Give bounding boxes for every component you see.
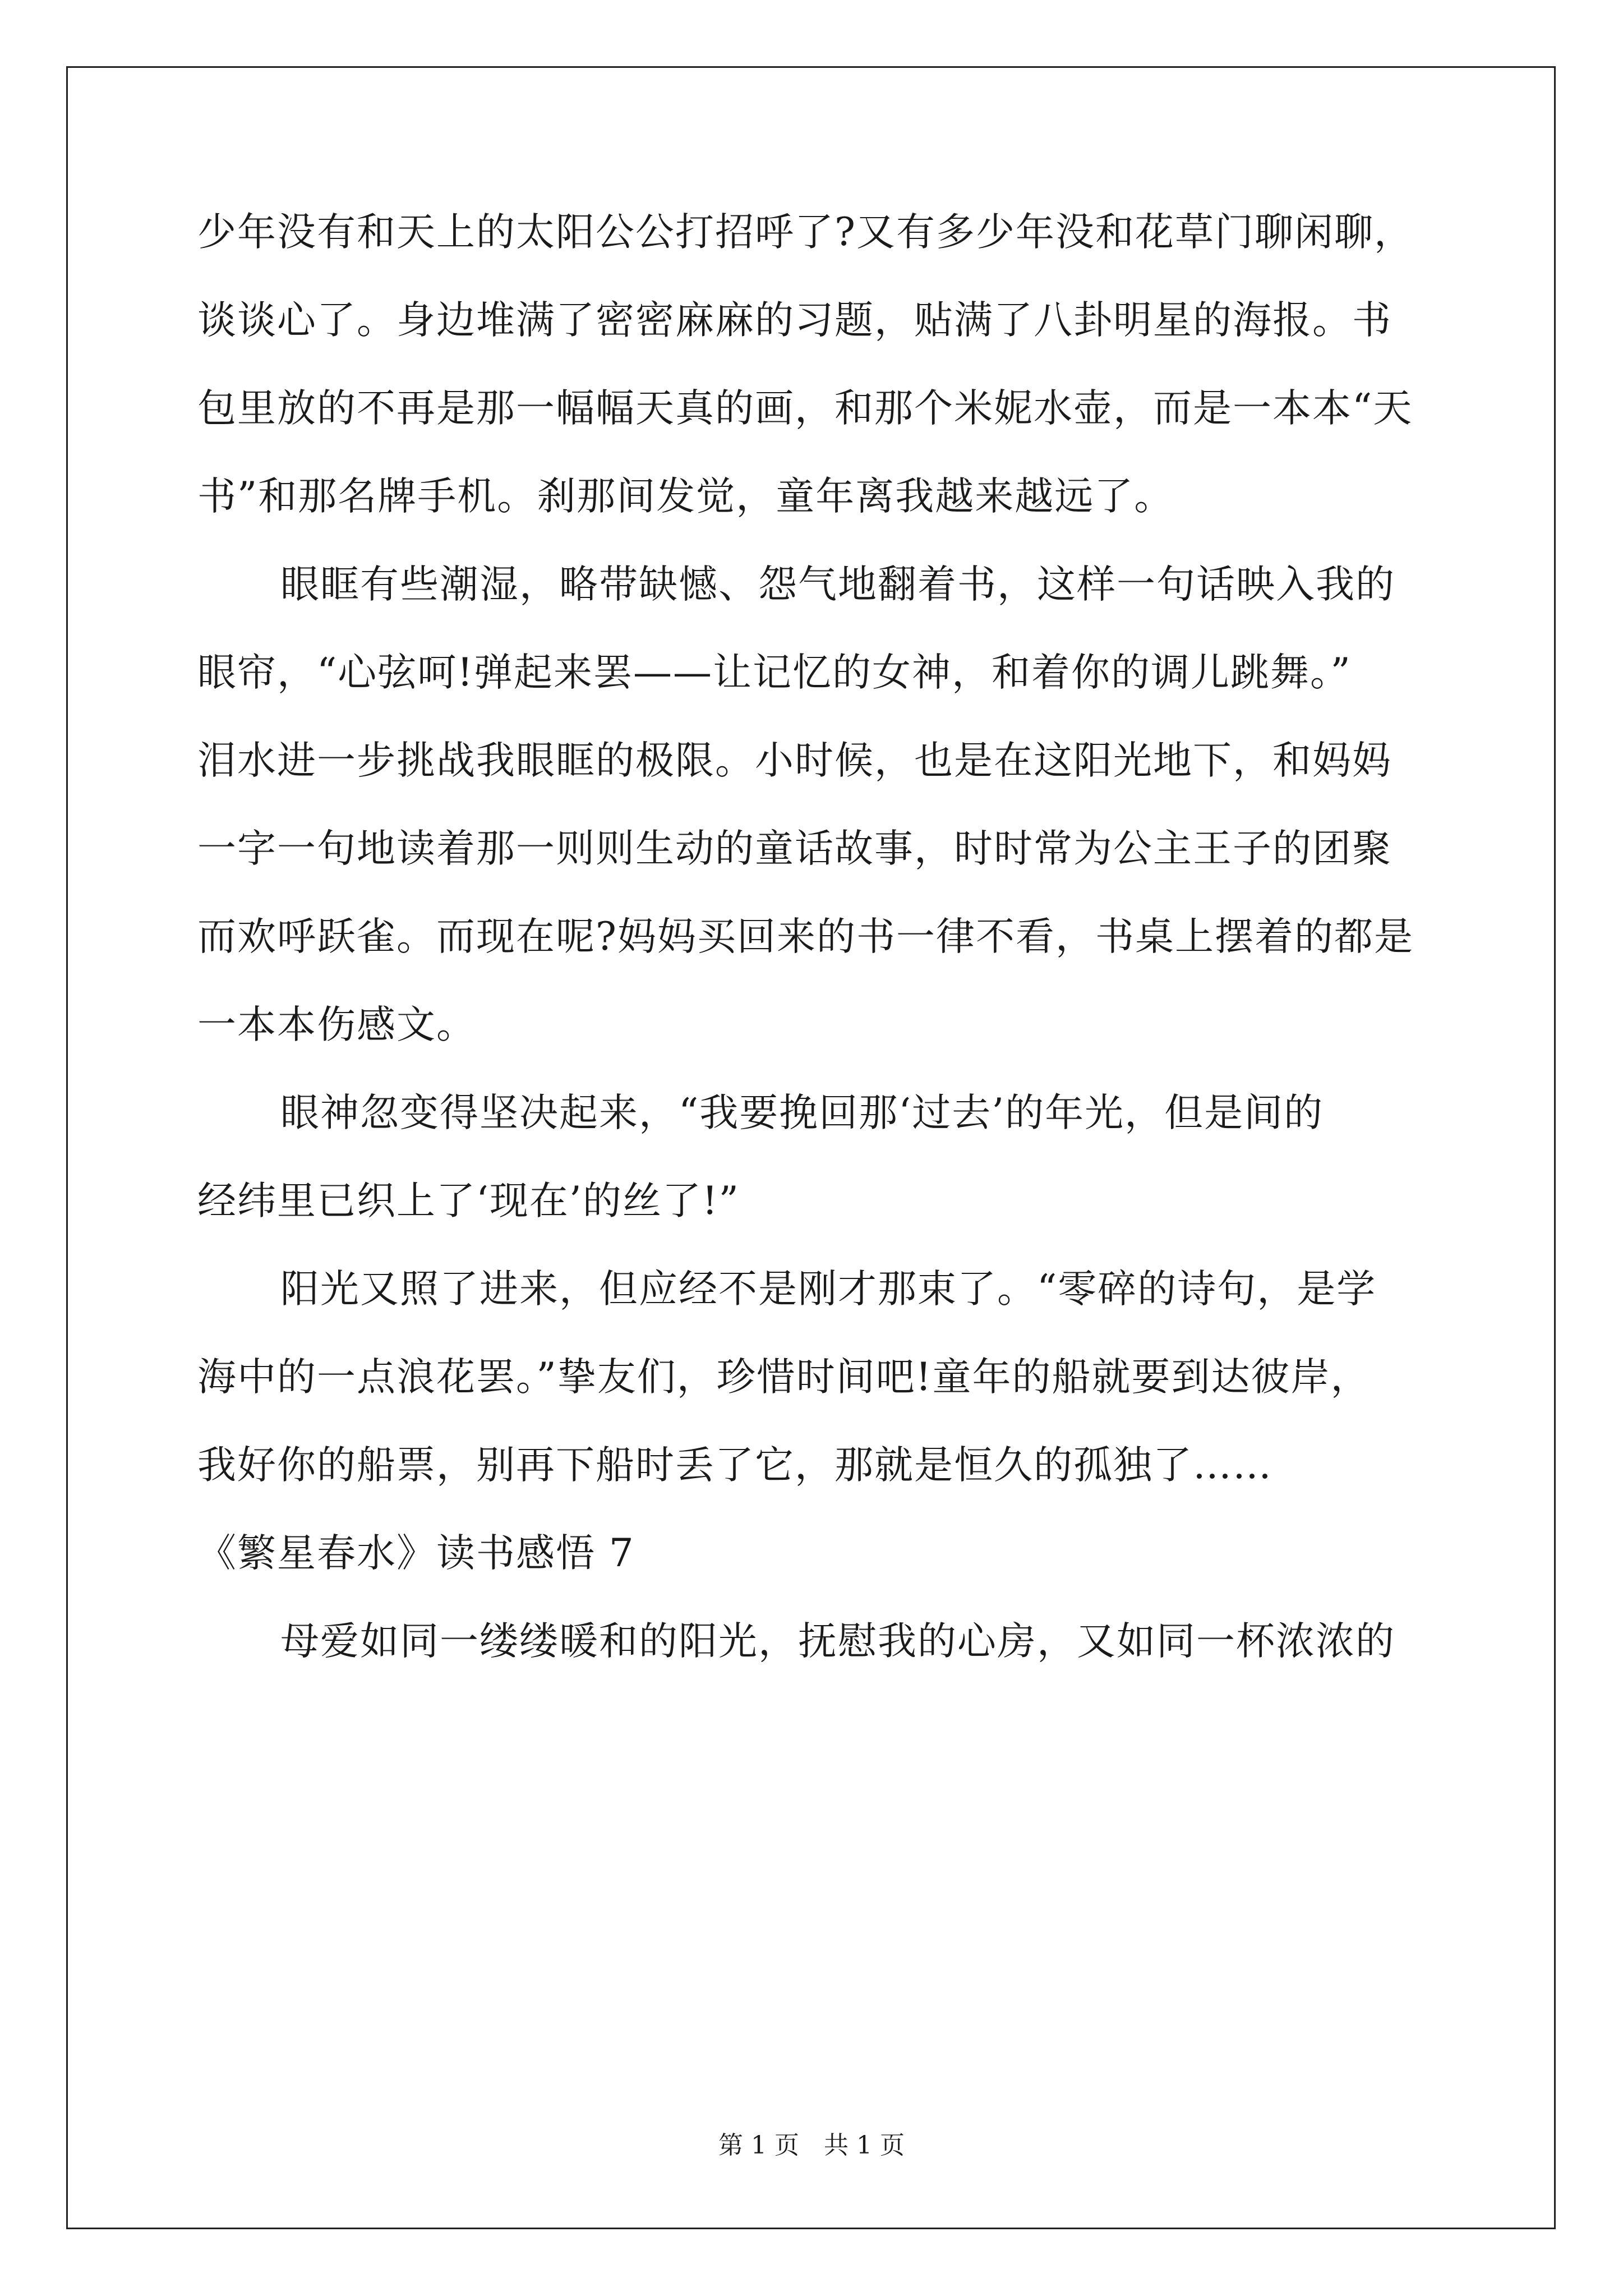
text-line: 泪水进一步挑战我眼眶的极限。小时候，也是在这阳光地下，和妈妈 xyxy=(197,738,1392,783)
text-line: 而欢呼跃雀。而现在呢?妈妈买回来的书一律不看，书桌上摆着的都是 xyxy=(197,914,1414,959)
text-line: 一本本伤感文。 xyxy=(197,1002,476,1047)
page-footer: 第 1 页 共 1 页 xyxy=(718,2131,905,2160)
paragraph-start-line: 阳光又照了进来，但应经不是刚才那束了。“零碎的诗句，是学 xyxy=(280,1267,1377,1312)
section-heading: 《繁星春水》读书感悟 7 xyxy=(197,1531,635,1576)
text-line: 眼帘，“心弦呵!弹起来罢——让记忆的女神，和着你的调儿跳舞。” xyxy=(197,650,1352,695)
paragraph-start-line: 母爱如同一缕缕暖和的阳光，抚慰我的心房，又如同一杯浓浓的 xyxy=(280,1619,1395,1664)
paragraph-start-line: 眼神忽变得坚决起来，“我要挽回那‘过去’的年光，但是间的 xyxy=(280,1091,1324,1135)
text-line: 书”和那名牌手机。刹那间发觉，童年离我越来越远了。 xyxy=(197,474,1174,519)
text-line: 我好你的船票，别再下船时丢了它，那就是恒久的孤独了…… xyxy=(197,1443,1272,1488)
paragraph-start-line: 眼眶有些潮湿，略带缺憾、怨气地翻着书，这样一句话映入我的 xyxy=(280,562,1395,607)
text-line: 少年没有和天上的太阳公公打招呼了?又有多少年没和花草门聊闲聊， xyxy=(197,210,1414,255)
document-body xyxy=(197,188,1426,1686)
text-line: 经纬里已织上了‘现在’的丝了!” xyxy=(197,1179,740,1223)
text-line: 包里放的不再是那一幅幅天真的画，和那个米妮水壶，而是一本本“天 xyxy=(197,386,1413,431)
text-line: 一字一句地读着那一则则生动的童话故事，时时常为公主王子的团聚 xyxy=(197,826,1392,871)
text-line: 谈谈心了。身边堆满了密密麻麻的习题，贴满了八卦明星的海报。书 xyxy=(197,298,1392,343)
text-line: 海中的一点浪花罢。”挚友们，珍惜时间吧!童年的船就要到达彼岸， xyxy=(197,1355,1371,1400)
